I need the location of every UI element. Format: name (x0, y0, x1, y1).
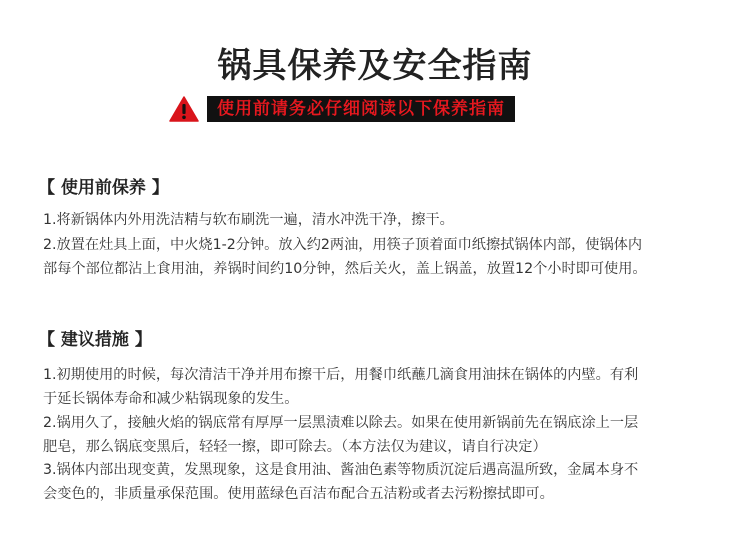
section-heading-suggestions: 【 建议措施 】 (38, 330, 152, 350)
warning-row (169, 95, 515, 123)
section2-line-1: 1.初期使用的时候，每次清洁干净并用布擦干后，用餐巾纸蘸几滴食用油抹在锅体的内壁。有利 (43, 367, 639, 383)
page-title: 锅具保养及安全指南 (217, 46, 533, 86)
section2-line-3: 2.锅用久了，接触火焰的锅底常有厚厚一层黑渍难以除去。如果在使用新锅前先在锅底涂上一层 (43, 415, 639, 431)
section2-line-4: 肥皂，那么锅底变黑后，轻轻一擦，即可除去。（本方法仅为建议，请自行决定） (43, 439, 547, 455)
section2-line-6: 会变色的，非质量承保范围。使用蓝绿色百洁布配合五洁粉或者去污粉擦拭即可。 (43, 486, 554, 502)
section2-line-2: 于延长锅体寿命和减少粘锅现象的发生。 (43, 391, 299, 407)
section1-line-1: 1.将新锅体内外用洗洁精与软布刷洗一遍，清水冲洗干净，擦干。 (43, 212, 454, 228)
warning-triangle-icon (169, 96, 199, 122)
section-heading-pre-use-care: 【 使用前保养 】 (38, 178, 169, 198)
section1-line-3: 部每个部位都沾上食用油，养锅时间约10分钟，然后关火，盖上锅盖，放置12个小时即可使用。 (43, 261, 647, 277)
warning-banner: 使用前请务必仔细阅读以下保养指南 (207, 96, 515, 122)
section1-line-2: 2.放置在灶具上面，中火烧1-2分钟。放入约2两油，用筷子顶着面巾纸擦拭锅体内部，使锅体内 (43, 237, 643, 253)
section2-line-5: 3.锅体内部出现变黄，发黑现象，这是食用油、酱油色素等物质沉淀后遇高温所致，金属本身不 (43, 462, 639, 478)
